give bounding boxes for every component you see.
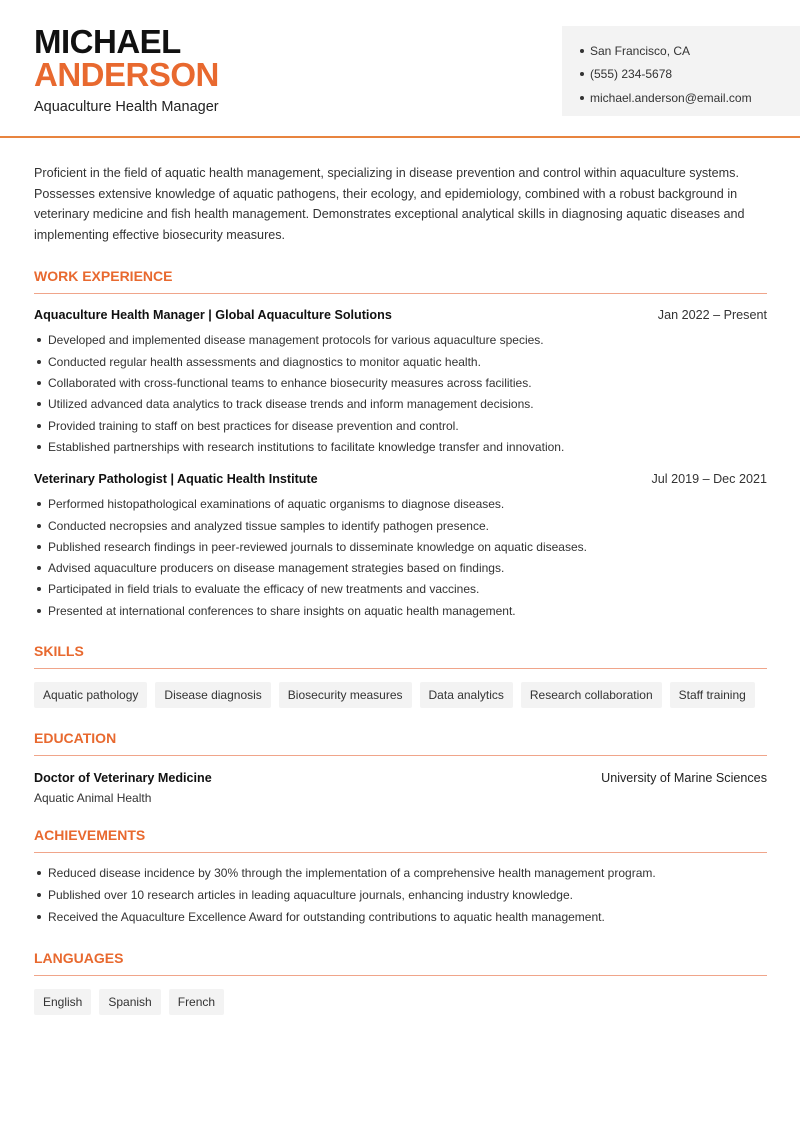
education-entry: [34, 771, 767, 785]
list-item: Provided training to staff on best practices for disease prevention and control.: [34, 415, 767, 436]
contact-box: [562, 26, 800, 116]
job-title: Aquaculture Health Manager | Global Aquaculture Solutions: [34, 307, 392, 322]
summary: Proficient in the field of aquatic health management, specializing in disease prevention and control within aquaculture systems. Possesses extensive knowledge of aquatic pathogens, their ecology, and epidemiology, combined with a robust background in veterinary medicine and fish health management. Demonstrates exceptional analytical skills in diagnosing aquatic diseases and implementing effective biosecurity measures.: [34, 166, 745, 243]
first-name: MICHAEL: [34, 23, 181, 60]
school: University of Marine Sciences: [601, 771, 767, 786]
resume-header: [0, 0, 800, 138]
contact-location: San Francisco, CA: [580, 39, 800, 63]
list-item: Advised aquaculture producers on disease management strategies based on findings.: [34, 557, 767, 578]
section-title-achievements: ACHIEVEMENTS: [34, 827, 767, 853]
degree: Doctor of Veterinary Medicine: [34, 771, 212, 786]
list-item: Published research findings in peer-reviewed journals to disseminate knowledge on aquatic diseases.: [34, 536, 767, 557]
language-tag: French: [169, 989, 224, 1015]
list-item: Reduced disease incidence by 30% through the implementation of a comprehensive health management program.: [34, 861, 767, 883]
list-item: Collaborated with cross-functional teams to enhance biosecurity measures across facilities.: [34, 372, 767, 393]
last-name: ANDERSON: [34, 56, 219, 93]
skill-tag: Staff training: [670, 682, 755, 708]
section-title-education: EDUCATION: [34, 730, 767, 756]
job-dates: Jul 2019 – Dec 2021: [651, 471, 767, 486]
job-dates: Jan 2022 – Present: [657, 307, 767, 322]
job-header: [34, 308, 767, 322]
list-item: Participated in field trials to evaluate the efficacy of new treatments and vaccines.: [34, 579, 767, 600]
job-bullets: [34, 330, 767, 458]
list-item: Developed and implemented disease management protocols for various aquaculture species.: [34, 330, 767, 351]
list-item: Performed histopathological examinations of aquatic organisms to diagnose diseases.: [34, 494, 767, 515]
contact-email[interactable]: michael.anderson@email.com: [580, 86, 800, 110]
list-item: Established partnerships with research institutions to facilitate knowledge transfer and innovation.: [34, 436, 767, 457]
achievements-list: [34, 861, 767, 928]
section-title-work: WORK EXPERIENCE: [34, 268, 767, 294]
skill-tag: Research collaboration: [521, 682, 662, 708]
skill-tag: Biosecurity measures: [279, 682, 412, 708]
job-title: Veterinary Pathologist | Aquatic Health Institute: [34, 471, 318, 486]
job-title: Aquaculture Health Manager: [34, 99, 219, 115]
skill-tag: Disease diagnosis: [155, 682, 270, 708]
list-item: Conducted regular health assessments and diagnostics to monitor aquatic health.: [34, 351, 767, 372]
skill-tag: Aquatic pathology: [34, 682, 147, 708]
section-title-languages: LANGUAGES: [34, 950, 767, 976]
list-item: Conducted necropsies and analyzed tissue samples to identify pathogen presence.: [34, 515, 767, 536]
languages-list: [34, 989, 767, 1015]
job-header: [34, 472, 767, 486]
language-tag: English: [34, 989, 91, 1015]
list-item: Presented at international conferences to share insights on aquatic health management.: [34, 600, 767, 621]
contact-phone: (555) 234-5678: [580, 63, 800, 87]
language-tag: Spanish: [99, 989, 160, 1015]
skills-list: [34, 682, 767, 708]
list-item: Published over 10 research articles in leading aquaculture journals, enhancing industry knowledge.: [34, 884, 767, 906]
skill-tag: Data analytics: [420, 682, 513, 708]
job-bullets: [34, 494, 767, 622]
field-of-study: Aquatic Animal Health: [34, 791, 152, 806]
list-item: Received the Aquaculture Excellence Award for outstanding contributions to aquatic health management.: [34, 906, 767, 928]
list-item: Utilized advanced data analytics to track disease trends and inform management decisions.: [34, 394, 767, 415]
section-title-skills: SKILLS: [34, 643, 767, 669]
